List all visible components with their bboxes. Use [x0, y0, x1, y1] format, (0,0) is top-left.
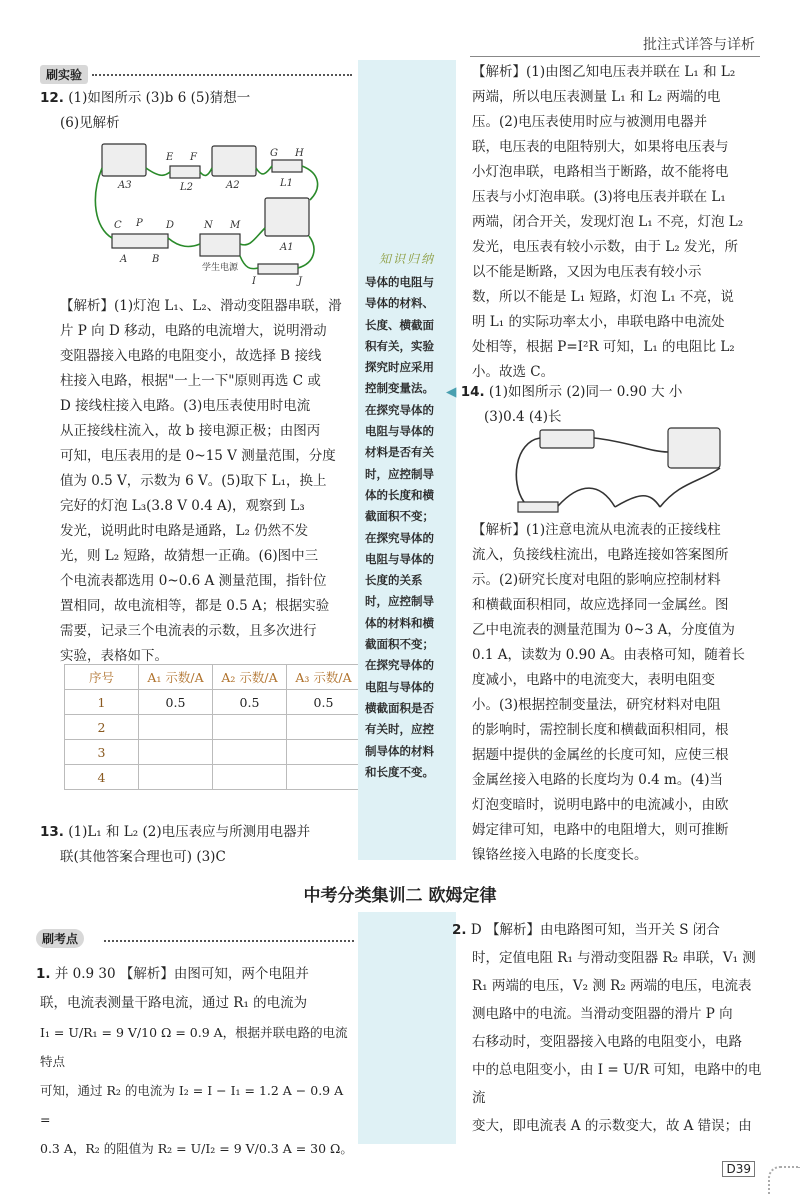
table-cell: 0.5 [213, 690, 287, 715]
q14-analysis-line: 灯泡变暗时，说明电路中的电流减小，由欧 [472, 797, 729, 813]
q14-analysis-line: 金属丝接入电路的长度均为 0.4 m。(4)当 [472, 772, 723, 788]
q12-line2: (6)见解析 [60, 115, 120, 131]
q12-analysis-line: 变阻器接入电路的电阻变小，故选择 B 接线 [60, 348, 322, 364]
q2-answer [452, 916, 772, 1140]
q1-line: I₁ = U/R₁ = 9 V/10 Ω = 0.9 A，根据并联电路的电流特点 [40, 1025, 348, 1069]
q12-analysis-line: 实验，表格如下。 [60, 648, 168, 664]
q12-analysis-line: 柱接入电路，根据"一上一下"原则再选 C 或 [60, 373, 321, 389]
table-cell [139, 765, 213, 790]
q2-line: 时，定值电阻 R₁ 与滑动变阻器 R₂ 串联，V₁ 测 [472, 950, 756, 966]
q13-analysis-line: 明 L₁ 的实际功率太小，串联电路中电流处 [472, 314, 725, 330]
q13-analysis-line: 压表与小灯泡串联。(3)将电压表并联在 L₁ [472, 189, 726, 205]
table-row [65, 765, 361, 790]
circuit-label-power: 学生电源 [202, 263, 239, 273]
q1-answer [36, 960, 356, 1163]
q14-analysis-line: 小。(3)根据控制变量法，研究材料对电阻 [472, 697, 721, 713]
circuit-label-a: A [120, 254, 128, 265]
rheostat [112, 234, 168, 248]
q13-analysis-line: 发光，电压表有较小示数，由于 L₂ 发光，所 [472, 239, 738, 255]
q13-analysis [472, 60, 772, 385]
strip-line: 电阻与导体的 [365, 679, 434, 694]
knowledge-strip-title: 知识归纳 [378, 252, 435, 266]
circuit-label-b: B [152, 254, 160, 265]
q1-line [36, 960, 356, 989]
strip-line: 材料是否有关 [365, 445, 434, 460]
battery-box [540, 430, 594, 448]
table-cell [139, 740, 213, 765]
strip-line: 长度的关系 [365, 573, 423, 588]
q12-number: 12. [40, 90, 64, 106]
q2-line: R₁ 两端的电压，V₂ 测 R₂ 两端的电压，电流表 [472, 978, 752, 994]
q12-answer [40, 86, 250, 111]
q14-answer [446, 380, 682, 405]
table-cell [287, 765, 361, 790]
section-tag-exam [36, 928, 84, 948]
q12-analysis-line: 需要，记录三个电流表的示数，且多次进行 [60, 623, 317, 639]
table-cell: 2 [65, 715, 139, 740]
q12-analysis-line: 可知，电压表用的是 0~15 V 测量范围，分度 [60, 448, 336, 464]
circuit-label-p: P [136, 218, 143, 229]
q13-analysis-line: 压。(2)电压表使用时应与被测用电器并 [472, 114, 708, 130]
q2-line-text: D 【解析】由电路图可知，当开关 S 闭合 [470, 922, 720, 938]
q13-analysis-line: 小灯泡串联，电路相当于断路，故不能将电 [472, 164, 729, 180]
table-cell: 0.5 [139, 690, 213, 715]
circuit-label-m: M [230, 220, 241, 231]
knowledge-strip-body [358, 272, 456, 783]
strip-line: 和长度不变。 [365, 764, 434, 779]
table-cell [213, 740, 287, 765]
switch [258, 264, 298, 274]
q2-line: 变大，即电流表 A 的示数变大，故 A 错误；由 [472, 1118, 752, 1134]
q2-line: 测电路中的电流。当滑动变阻器的滑片 P 向 [472, 1006, 733, 1022]
q12-analysis-line: 【解析】(1)灯泡 L₁、L₂、滑动变阻器串联，滑 [60, 298, 342, 314]
q14-analysis-line: 度减小，电路中的电流变大，表明电阻变 [472, 672, 715, 688]
strip-line: 电阻与导体的 [365, 424, 434, 439]
strip-line: 长度、横截面 [365, 317, 434, 332]
q2-line: 中的总电阻变小，由 I = U/R 可知，电路中的电流 [472, 1062, 762, 1106]
ammeter-a1 [265, 198, 309, 236]
table-header-row [65, 665, 361, 690]
table-cell: 4 [65, 765, 139, 790]
experiment-tag: 刷实验 [40, 65, 88, 84]
section-title: 中考分类集训二 欧姆定律 [303, 886, 497, 906]
strip-line: 制导体的材料 [365, 743, 434, 758]
bulb-l2 [170, 166, 200, 178]
q12-analysis-line: 光，则 L₂ 短路，故猜想一正确。(6)图中三 [60, 548, 319, 564]
circuit-label-h: H [295, 148, 304, 159]
table-header-cell: A₂ 示数/A [213, 665, 287, 690]
strip-line: 导体的材料、 [365, 296, 434, 311]
circuit-label-l1: L1 [280, 178, 294, 189]
q13-analysis-line: 两端，闭合开关，发现灯泡 L₁ 不亮，灯泡 L₂ [472, 214, 744, 230]
q14-analysis [472, 518, 772, 868]
strip-pointer-icon: ◀ [446, 384, 457, 400]
table-row [65, 715, 361, 740]
q13-analysis-line: 联，电压表的电阻特别大，如果将电压表与 [472, 139, 729, 155]
circuit-label-g: G [270, 148, 278, 159]
q12-line1: (1)如图所示 (3)b 6 (5)猜想一 [68, 90, 251, 106]
bulb-l1 [272, 160, 302, 172]
table-cell: 3 [65, 740, 139, 765]
q12-analysis-line: 发光，说明此时电路是通路，L₂ 仍然不发 [60, 523, 309, 539]
q12-analysis-line: 个电流表都选用 0~0.6 A 测量范围，指针位 [60, 573, 327, 589]
strip-line: 时，应控制导 [365, 466, 434, 481]
circuit-label-e: E [166, 152, 174, 163]
q14-number: 14. [460, 384, 485, 400]
q12-analysis-line: 值为 0.5 V，示数为 6 V。(5)取下 L₁，换上 [60, 473, 327, 489]
q14-circuit-figure [510, 422, 740, 518]
q13-analysis-line: 两端，所以电压表测量 L₁ 和 L₂ 两端的电 [472, 89, 721, 105]
table-cell: 0.5 [287, 690, 361, 715]
q13-analysis-line: 以不能是断路，又因为电压表有较小示 [472, 264, 702, 280]
q1-line: 联，电流表测量干路电流，通过 R₁ 的电流为 [40, 995, 308, 1011]
header-title: 批注式详答与详析 [643, 37, 755, 53]
circuit-label-n: N [204, 220, 213, 231]
ammeter [668, 428, 720, 468]
circuit-label-c: C [114, 220, 122, 231]
q13-line2: 联(其他答案合理也可) (3)C [60, 849, 226, 865]
ammeter-a3 [102, 144, 146, 176]
power-supply [200, 234, 240, 256]
switch [518, 502, 558, 512]
table-header-cell: A₁ 示数/A [139, 665, 213, 690]
knowledge-strip-lower [358, 912, 456, 1144]
q14-analysis-line: 的影响时，需控制长度和横截面积相同，根 [472, 722, 729, 738]
table-cell [287, 740, 361, 765]
q12-record-table [64, 664, 361, 790]
strip-line: 横截面积是否 [365, 700, 434, 715]
tag-dotted-rule [92, 74, 352, 76]
q14-line1: (1)如图所示 (2)同一 0.90 大 小 [488, 384, 683, 400]
strip-line: 控制变量法。 [365, 381, 434, 396]
circuit-label-d: D [166, 220, 175, 231]
circuit-label-f: F [190, 152, 197, 163]
strip-line: 截面积不变； [365, 637, 434, 652]
strip-line: 有关时，应控 [365, 722, 434, 737]
q1-number: 1. [36, 966, 51, 982]
circuit-label-a3: A3 [118, 180, 132, 191]
ammeter-a2 [212, 146, 256, 176]
q13-number: 13. [40, 824, 64, 840]
q12-analysis-line: D 接线柱接入电路。(3)电压表使用时电流 [60, 398, 311, 414]
header-rule [470, 56, 760, 57]
q14-analysis-line: 据题中提供的金属丝的长度可知，应使三根 [472, 747, 729, 763]
q12-analysis-line: 置相同，故电流相等，都是 0.5 A；根据实验 [60, 598, 330, 614]
circuit-label-j: J [298, 276, 303, 287]
q14-analysis-line: 和横截面积相同，故应选择同一金属丝。图 [472, 597, 729, 613]
strip-line: 在探究导体的 [365, 402, 434, 417]
exam-tag: 刷考点 [36, 929, 84, 948]
circuit-label-a1: A1 [280, 242, 294, 253]
section-tag-experiment [40, 64, 88, 84]
table-row [65, 690, 361, 715]
q1-line: 可知，通过 R₂ 的电流为 I₂ = I − I₁ = 1.2 A − 0.9 A = [40, 1083, 344, 1127]
q13-line1: (1)L₁ 和 L₂ (2)电压表应与所测用电器并 [68, 824, 311, 840]
table-header-cell: 序号 [65, 665, 139, 690]
strip-line: 体的长度和横 [365, 487, 434, 502]
q14-analysis-line: 流入，负接线柱流出，电路连接如答案图所 [472, 547, 729, 563]
q13-analysis-line: 【解析】(1)由图乙知电压表并联在 L₁ 和 L₂ [472, 64, 736, 80]
table-cell: 1 [65, 690, 139, 715]
q14-analysis-line: 乙中电流表的测量范围为 0~3 A，分度值为 [472, 622, 735, 638]
strip-line: 在探究导体的 [365, 658, 434, 673]
circuit-label-a2: A2 [226, 180, 240, 191]
q14-analysis-line: 0.1 A，读数为 0.90 A。由表格可知，随着长 [472, 647, 745, 663]
strip-line: 探究时应采用 [365, 360, 434, 375]
strip-line: 体的材料和横 [365, 615, 434, 630]
page-corner-decoration [768, 1166, 800, 1195]
q1-line: 0.3 A，R₂ 的阻值为 R₂ = U/I₂ = 9 V/0.3 A = 30 Ω。 [40, 1141, 353, 1156]
strip-line: 时，应控制导 [365, 594, 434, 609]
q14-analysis-line: 示。(2)研究长度对电阻的影响应控制材料 [472, 572, 721, 588]
q13-answer [40, 820, 310, 845]
q14-analysis-line: 【解析】(1)注意电流从电流表的正接线柱 [472, 522, 721, 538]
q13-analysis-line: 处相等，根据 P=I²R 可知，L₁ 的电阻比 L₂ [472, 339, 735, 355]
table-cell [139, 715, 213, 740]
strip-line: 积有关，实验 [365, 338, 434, 353]
q13-analysis-line: 数，所以不能是 L₁ 短路，灯泡 L₁ 不亮，说 [472, 289, 734, 305]
table-cell [287, 715, 361, 740]
q12-analysis-line: 完好的灯泡 L₃(3.8 V 0.4 A)，观察到 L₃ [60, 498, 305, 514]
table-cell [213, 715, 287, 740]
q12-analysis [60, 294, 355, 669]
q14-line2: (3)0.4 (4)长 [484, 409, 562, 425]
q13-analysis-line: 小。故选 C。 [472, 364, 555, 380]
q1-line-text: 并 0.9 30 【解析】由图可知，两个电阻并 [54, 966, 309, 982]
page-number: D39 [722, 1161, 755, 1177]
strip-line: 在探究导体的 [365, 530, 434, 545]
q2-line [452, 916, 772, 944]
circuit-label-l2: L2 [180, 182, 194, 193]
circuit-label-i: I [252, 276, 256, 287]
q2-number: 2. [452, 922, 467, 938]
strip-line: 导体的电阻与 [365, 275, 434, 289]
strip-line: 电阻与导体的 [365, 551, 434, 566]
table-header-cell: A₃ 示数/A [287, 665, 361, 690]
q12-circuit-figure [90, 138, 340, 288]
q2-line: 右移动时，变阻器接入电路的电阻变小，电路 [472, 1034, 742, 1050]
q14-analysis-line: 姆定律可知，电路中的电阻增大，则可推断 [472, 822, 729, 838]
strip-line: 截面积不变； [365, 509, 434, 524]
table-cell [213, 765, 287, 790]
q12-analysis-line: 从正接线柱流入，故 b 接电源正极；由图丙 [60, 423, 321, 439]
tag-dotted-rule [104, 940, 354, 942]
q12-analysis-line: 片 P 向 D 移动，电路的电流增大，说明滑动 [60, 323, 327, 339]
table-row [65, 740, 361, 765]
q14-analysis-line: 镍铬丝接入电路的长度变长。 [472, 847, 648, 863]
